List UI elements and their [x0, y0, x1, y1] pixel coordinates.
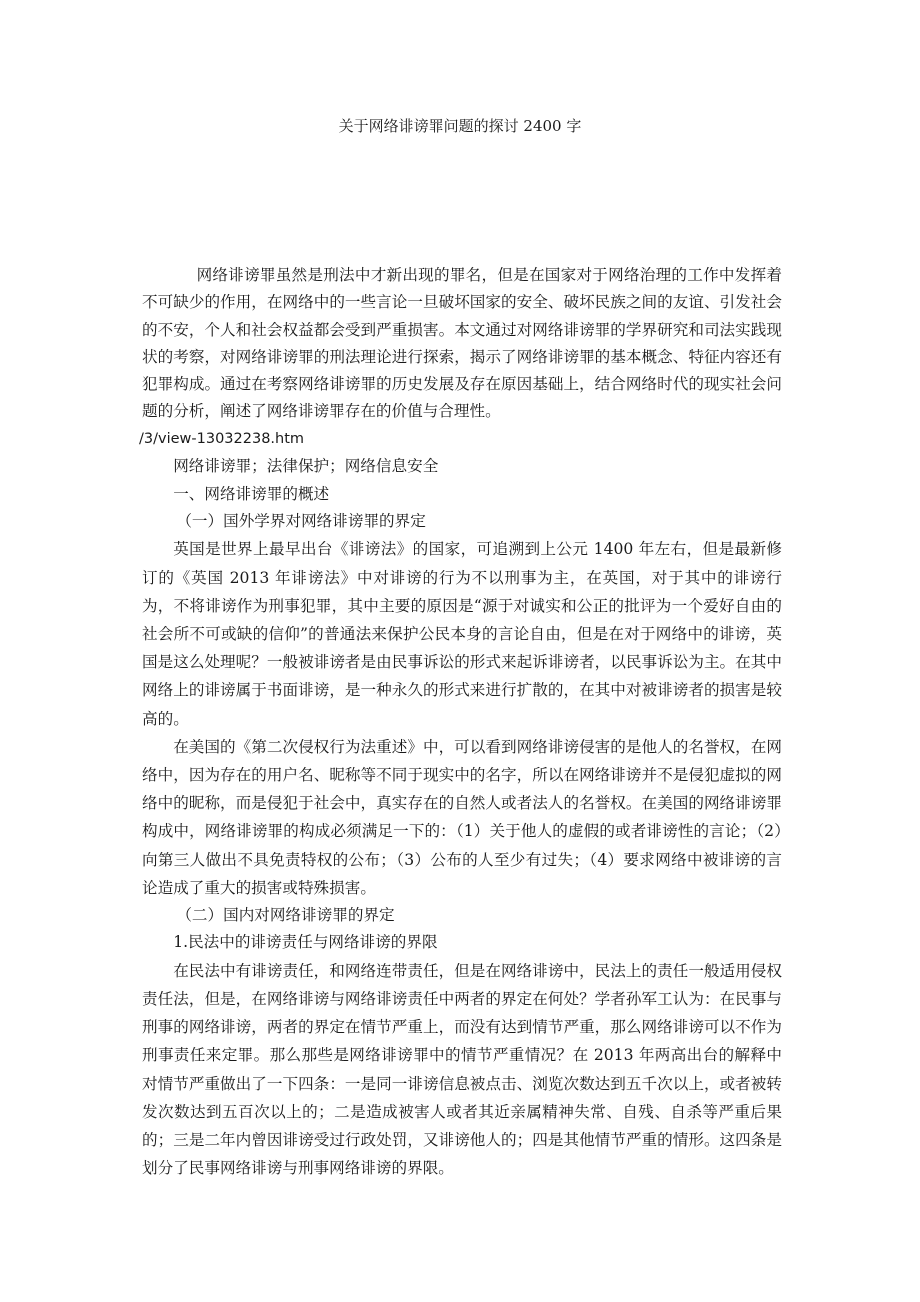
source-link[interactable]: /3/view-13032238.htm	[139, 430, 305, 447]
abstract-paragraph: 网络诽谤罪虽然是刑法中才新出现的罪名，但是在国家对于网络治理的工作中发挥着不可缺少的作用，在网络中的一些言论一旦破坏国家的安全、破坏民族之间的友谊、引发社会的不安，个人和社会权益都会受到严重损害。本文通过对网络诽谤罪的学界研究和司法实践现状的考察，对网络诽谤罪的刑法理论进行探索，揭示了网络诽谤罪的基本概念、特征内容还有犯罪构成。通过在考察网络诽谤罪的历史发展及存在原因基础上，结合网络时代的现实社会问题的分析，阐述了网络诽谤罪存在的价值与合理性。	[142, 266, 782, 421]
document-title: 关于网络诽谤罪问题的探讨 2400 字	[338, 117, 582, 135]
subsubsection-heading-civil: 1.民法中的诽谤责任与网络诽谤的界限	[173, 933, 438, 952]
keywords-line: 网络诽谤罪；法律保护；网络信息安全	[173, 457, 439, 476]
subsection-heading-domestic: （二）国内对网络诽谤罪的界定	[176, 906, 395, 925]
paragraph-civil: 在民法中有诽谤责任，和网络连带责任，但是在网络诽谤中，民法上的责任一般适用侵权责任法，但是，在网络诽谤与网络诽谤责任中两者的界定在何处？学者孙军工认为：在民事与刑事的网络诽谤，两者的界定在情节严重上，而没有达到情节严重，那么网络诽谤可以不作为刑事责任来定罪。那么那些是网络诽谤罪中的情节严重情况？在 2013 年两高出台的解释中对情节严重做出了一下四条：一是同一诽谤信息被点击、浏览次数达到五千次以上，或者被转发次数达到五百次以上的；二是造成被害人或者其近亲属精神失常、自残、自杀等严重后果的；三是二年内曾因诽谤受过行政处罚，又诽谤他人的；四是其他情节严重的情形。这四条是划分了民事网络诽谤与刑事网络诽谤的界限。	[142, 961, 782, 1178]
subsection-heading-foreign: （一）国外学界对网络诽谤罪的界定	[176, 512, 426, 530]
document-body	[139, 262, 782, 1182]
section-heading: 一、网络诽谤罪的概述	[173, 484, 330, 503]
paragraph-us: 在美国的《第二次侵权行为法重述》中，可以看到网络诽谤侵害的是他人的名誉权，在网络中，因为存在的用户名、昵称等不同于现实中的名字，所以在网络诽谤并不是侵犯虚拟的网络中的昵称，而是侵犯于社会中，真实存在的自然人或者法人的名誉权。在美国的网络诽谤罪构成中，网络诽谤罪的构成必须满足一下的：（1）关于他人的虚假的或者诽谤性的言论；（2）向第三人做出不具免责特权的公布；（3）公布的人至少有过失；（4）要求网络中被诽谤的言论造成了重大的损害或特殊损害。	[142, 737, 782, 897]
paragraph-uk: 英国是世界上最早出台《诽谤法》的国家，可追溯到上公元 1400 年左右，但是最新修订的《英国 2013 年诽谤法》中对诽谤的行为不以刑事为主，在英国，对于其中的诽谤行为，不将诽谤作为刑事犯罪，其中主要的原因是“源于对诚实和公正的批评为一个爱好自由的社会所不可或缺的信仰”的普通法来保护公民本身的言论自由，但是在对于网络中的诽谤，英国是这么处理呢？一般被诽谤者是由民事诉讼的形式来起诉诽谤者，以民事诉讼为主。在其中网络上的诽谤属于书面诽谤，是一种永久的形式来进行扩散的，在其中对被诽谤者的损害是较高的。	[142, 540, 782, 728]
